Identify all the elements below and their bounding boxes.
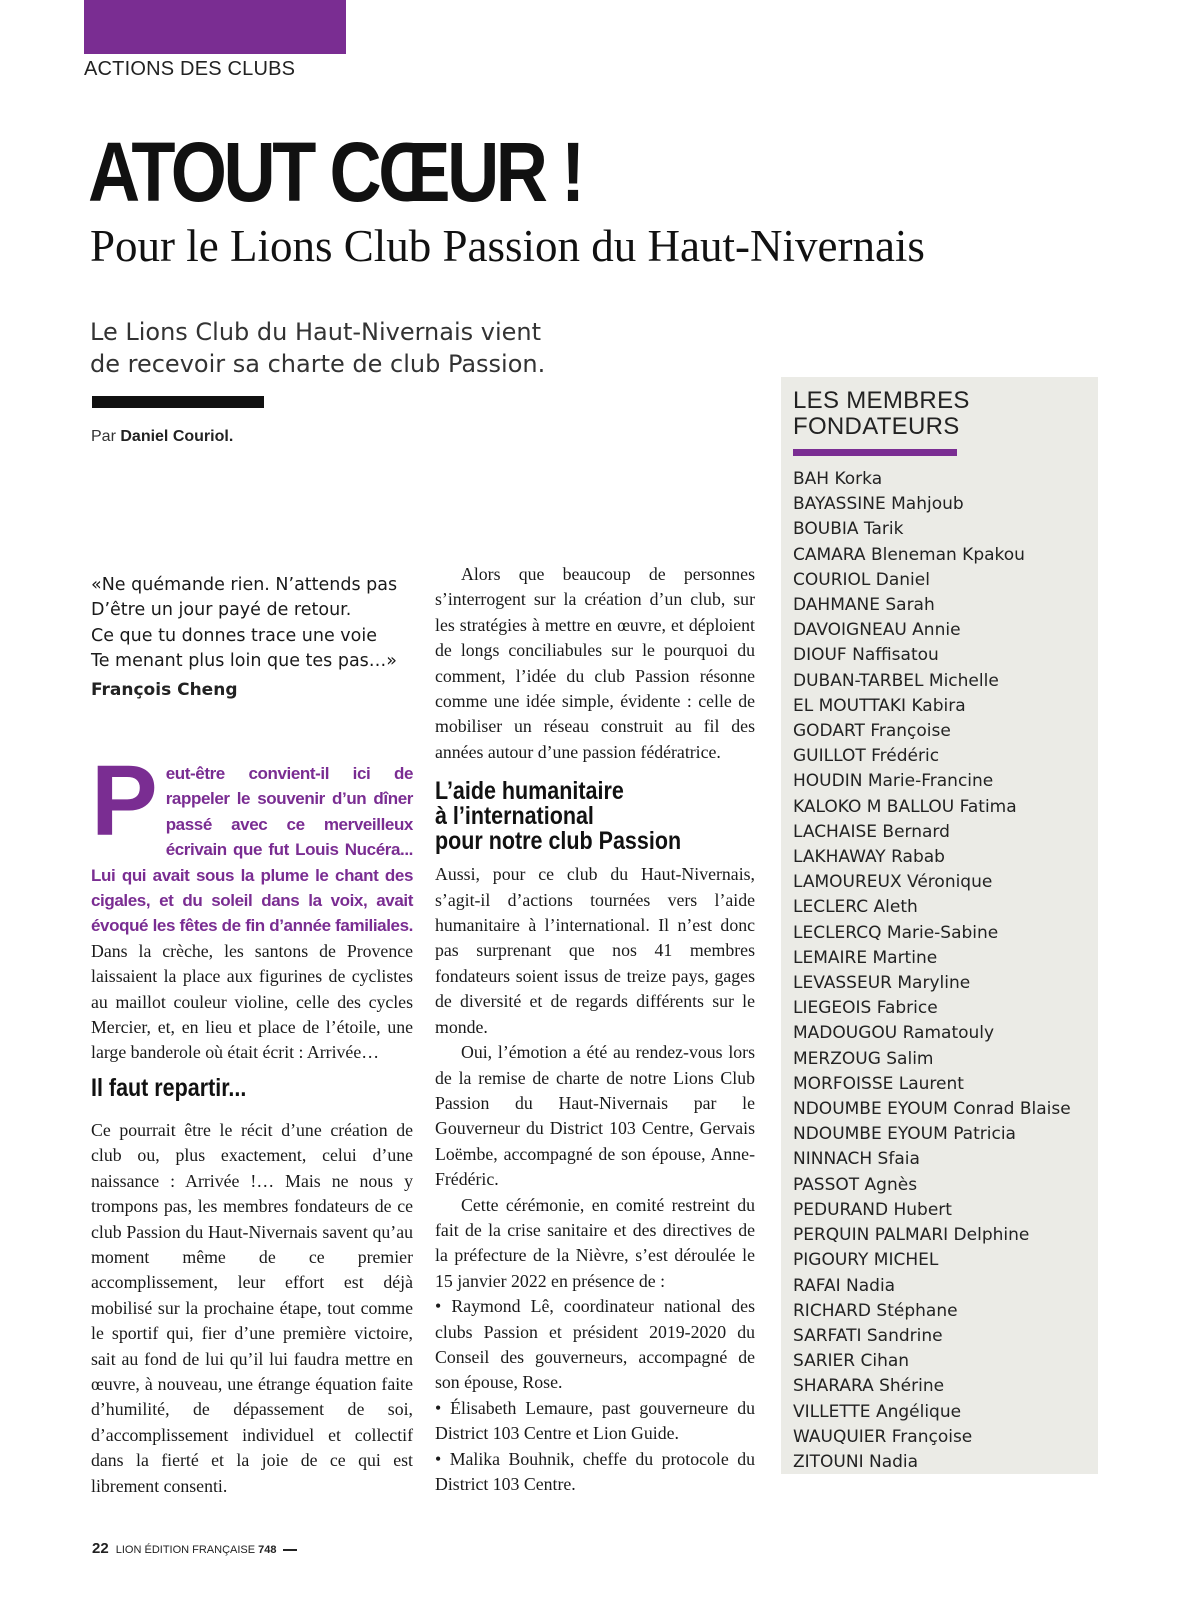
member-item: PASSOT Agnès (793, 1174, 918, 1195)
article-column-middle (435, 562, 755, 1497)
member-item: LIEGEOIS Fabrice (793, 998, 938, 1019)
member-item: VILLETTE Angélique (793, 1401, 962, 1422)
poem-line: Ce que tu donnes trace une voie (91, 625, 377, 646)
member-item: KALOKO M BALLOU Fatima (793, 796, 1017, 817)
member-item: MADOUGOU Ramatouly (793, 1023, 995, 1044)
member-item: BAH Korka (793, 469, 883, 489)
bullet-item: • Raymond Lê, coordinateur national des clubs Passion et président 2019-2020 du Conseil des gouverneurs, accompagné de son épouse, Rose. (435, 1296, 755, 1393)
page-footer (92, 1540, 297, 1557)
poem-line: Te menant plus loin que tes pas…» (91, 651, 398, 672)
poem-line: D’être un jour payé de retour. (91, 600, 352, 621)
member-item: LECLERC Aleth (793, 897, 918, 918)
member-item: PERQUIN PALMARI Delphine (793, 1225, 1030, 1246)
member-item: DIOUF Naffisatou (793, 645, 939, 666)
members-list (793, 467, 1071, 1475)
member-item: HOUDIN Marie-Francine (793, 771, 994, 792)
member-item: RAFAI Nadia (793, 1275, 896, 1296)
member-item: MORFOISSE Laurent (793, 1073, 964, 1094)
member-item: MERZOUG Salim (793, 1048, 934, 1069)
member-item: COURIOL Daniel (793, 569, 930, 590)
epigraph-poem (91, 573, 431, 675)
member-item: EL MOUTTAKI Kabira (793, 695, 966, 716)
member-item: CAMARA Bleneman Kpakou (793, 544, 1025, 565)
member-item: NDOUMBE EYOUM Conrad Blaise (793, 1099, 1071, 1120)
member-item: GUILLOT Frédéric (793, 746, 940, 767)
section-label: ACTIONS DES CLUBS (84, 58, 296, 80)
member-item: LECLERCQ Marie-Sabine (793, 922, 999, 943)
magazine-name: LION ÉDITION FRANÇAISE (115, 1544, 256, 1556)
subheading-line: à l’international (435, 802, 594, 831)
body-paragraph: Ce pourrait être le récit d’une création de club ou, plus exactement, celui d’une naissance : Arrivée !… Mais ne nous y trompons pas, les membres fondateurs de ce club Passion du Haut-Nivernais savent qu’au moment même de ce premier accomplissement, leur effort est déjà mobilisé sur la prochaine étape, tout comme le sportif qui, fier d’une première victoire, sait au fond de lui qu’il lui faudra mettre en œuvre, à nouveau, une étrange équation faite d’humilité, de dépassement de soi, d’accomplissement individuel et collectif dans la fierté et la joie de ce qui est librement consenti. (91, 1119, 413, 1496)
drop-cap: P (91, 745, 158, 857)
section-color-bar (84, 0, 346, 54)
member-item: NINNACH Sfaia (793, 1149, 920, 1170)
member-item: PEDURAND Hubert (793, 1199, 952, 1220)
body-paragraph: Oui, l’émotion a été au rendez-vous lors de la remise de charte de notre Lions Club Passion du Haut-Nivernais par le Gouverneur du District 103 Centre, Gervais Loëmbe, accompagné de son épouse, Anne-Frédéric. (435, 1042, 755, 1190)
article-lead (90, 316, 610, 380)
member-item: WAUQUIER Françoise (793, 1426, 973, 1447)
member-item: LAMOUREUX Véronique (793, 872, 993, 893)
member-item: LEMAIRE Martine (793, 947, 938, 968)
subheading: Il faut repartir... (91, 1073, 247, 1102)
poem-line: «Ne quémande rien. N’attends pas (91, 575, 398, 595)
footer-dash (283, 1549, 297, 1551)
member-item: BAYASSINE Mahjoub (793, 494, 964, 515)
member-item: SARIER Cihan (793, 1351, 910, 1372)
subheading-line: pour notre club Passion (435, 827, 682, 856)
body-paragraph: Aussi, pour ce club du Haut-Nivernais, s’agit-il d’actions tournées vers l’aide humanitaire à l’international. Il n’est donc pas surprenant que nos 41 membres fondateurs soient issus de treize pays, gages de diversité et de regards différents sur le monde. (435, 864, 755, 1037)
byline-author: Daniel Couriol. (120, 428, 234, 445)
intro-paragraph (91, 745, 413, 1066)
member-item: BOUBIA Tarik (793, 519, 904, 540)
member-item: SHARARA Shérine (793, 1376, 945, 1397)
issue-number: 748 (258, 1544, 277, 1556)
sidebar-title (793, 388, 970, 440)
bullet-item: • Malika Bouhnik, cheffe du protocole du District 103 Centre. (435, 1448, 755, 1494)
member-item: LACHAISE Bernard (793, 821, 950, 842)
member-item: DUBAN-TARBEL Michelle (793, 670, 999, 691)
member-item: NDOUMBE EYOUM Patricia (793, 1124, 1016, 1145)
heading-block (435, 779, 755, 858)
byline-prefix: Par (91, 428, 116, 445)
body-paragraph: Alors que beaucoup de personnes s’interrogent sur la création d’un club, sur les stratégies à mettre en œuvre, et déploient de longs conciliabules sur le pourquoi du comment, l’idée du club Passion résonne comme une idée simple, évidente : celle de mobiliser un réseau construit au fil des années autour d’une passion fédératrice. (435, 564, 755, 762)
member-item: ZITOUNI Nadia (793, 1451, 919, 1472)
member-item: RICHARD Stéphane (793, 1300, 958, 1321)
member-item: LAKHAWAY Rabab (793, 847, 945, 868)
intro-text: Dans la crèche, les santons de Provence laissaient la place aux figurines de cyclistes au maillot couleur violine, celle des cycles Mercier, et, en lieu et place de l’étoile, une large banderole où était écrit : Arrivée… (91, 940, 413, 1063)
member-item: GODART Françoise (793, 721, 951, 742)
byline (91, 428, 233, 446)
article-column-left (91, 745, 413, 1499)
member-item: SARFATI Sandrine (793, 1325, 943, 1346)
article-title: ATOUT CŒUR ! (88, 125, 582, 219)
intro-highlight: eut-être convient-il ici de rappeler le souvenir d’un dîner passé avec ce merveilleux écrivain que fut Louis Nucéra... Lui qui avait sous la plume le chant des cigales, et du soleil dans la voix, avait évoqué les fêtes de fin d’année familiales. (91, 764, 413, 936)
member-item: PIGOURY MICHEL (793, 1250, 939, 1271)
member-item: LEVASSEUR Maryline (793, 973, 971, 994)
sidebar-title-line: LES MEMBRES (793, 387, 970, 414)
sidebar-title-line: FONDATEURS (793, 413, 960, 440)
member-item: DAHMANE Sarah (793, 595, 935, 616)
poem-author: François Cheng (91, 680, 238, 700)
lead-line: Le Lions Club du Haut-Nivernais vient (90, 318, 542, 346)
subheading-line: L’aide humanitaire (435, 777, 624, 806)
bullet-item: • Élisabeth Lemaure, past gouverneure du District 103 Centre et Lion Guide. (435, 1397, 755, 1444)
body-paragraph: Cette cérémonie, en comité restreint du fait de la crise sanitaire et des directives de la préfecture de la Nièvre, s’est déroulée le 15 janvier 2022 en présence de : (435, 1194, 755, 1291)
member-item: DAVOIGNEAU Annie (793, 620, 961, 641)
article-subtitle: Pour le Lions Club Passion du Haut-Nivernais (90, 221, 925, 271)
sidebar-divider (793, 449, 957, 456)
heading-block (91, 1073, 413, 1114)
lead-line: de recevoir sa charte de club Passion. (90, 350, 546, 378)
page-number: 22 (92, 1540, 109, 1557)
title-divider (92, 396, 264, 408)
